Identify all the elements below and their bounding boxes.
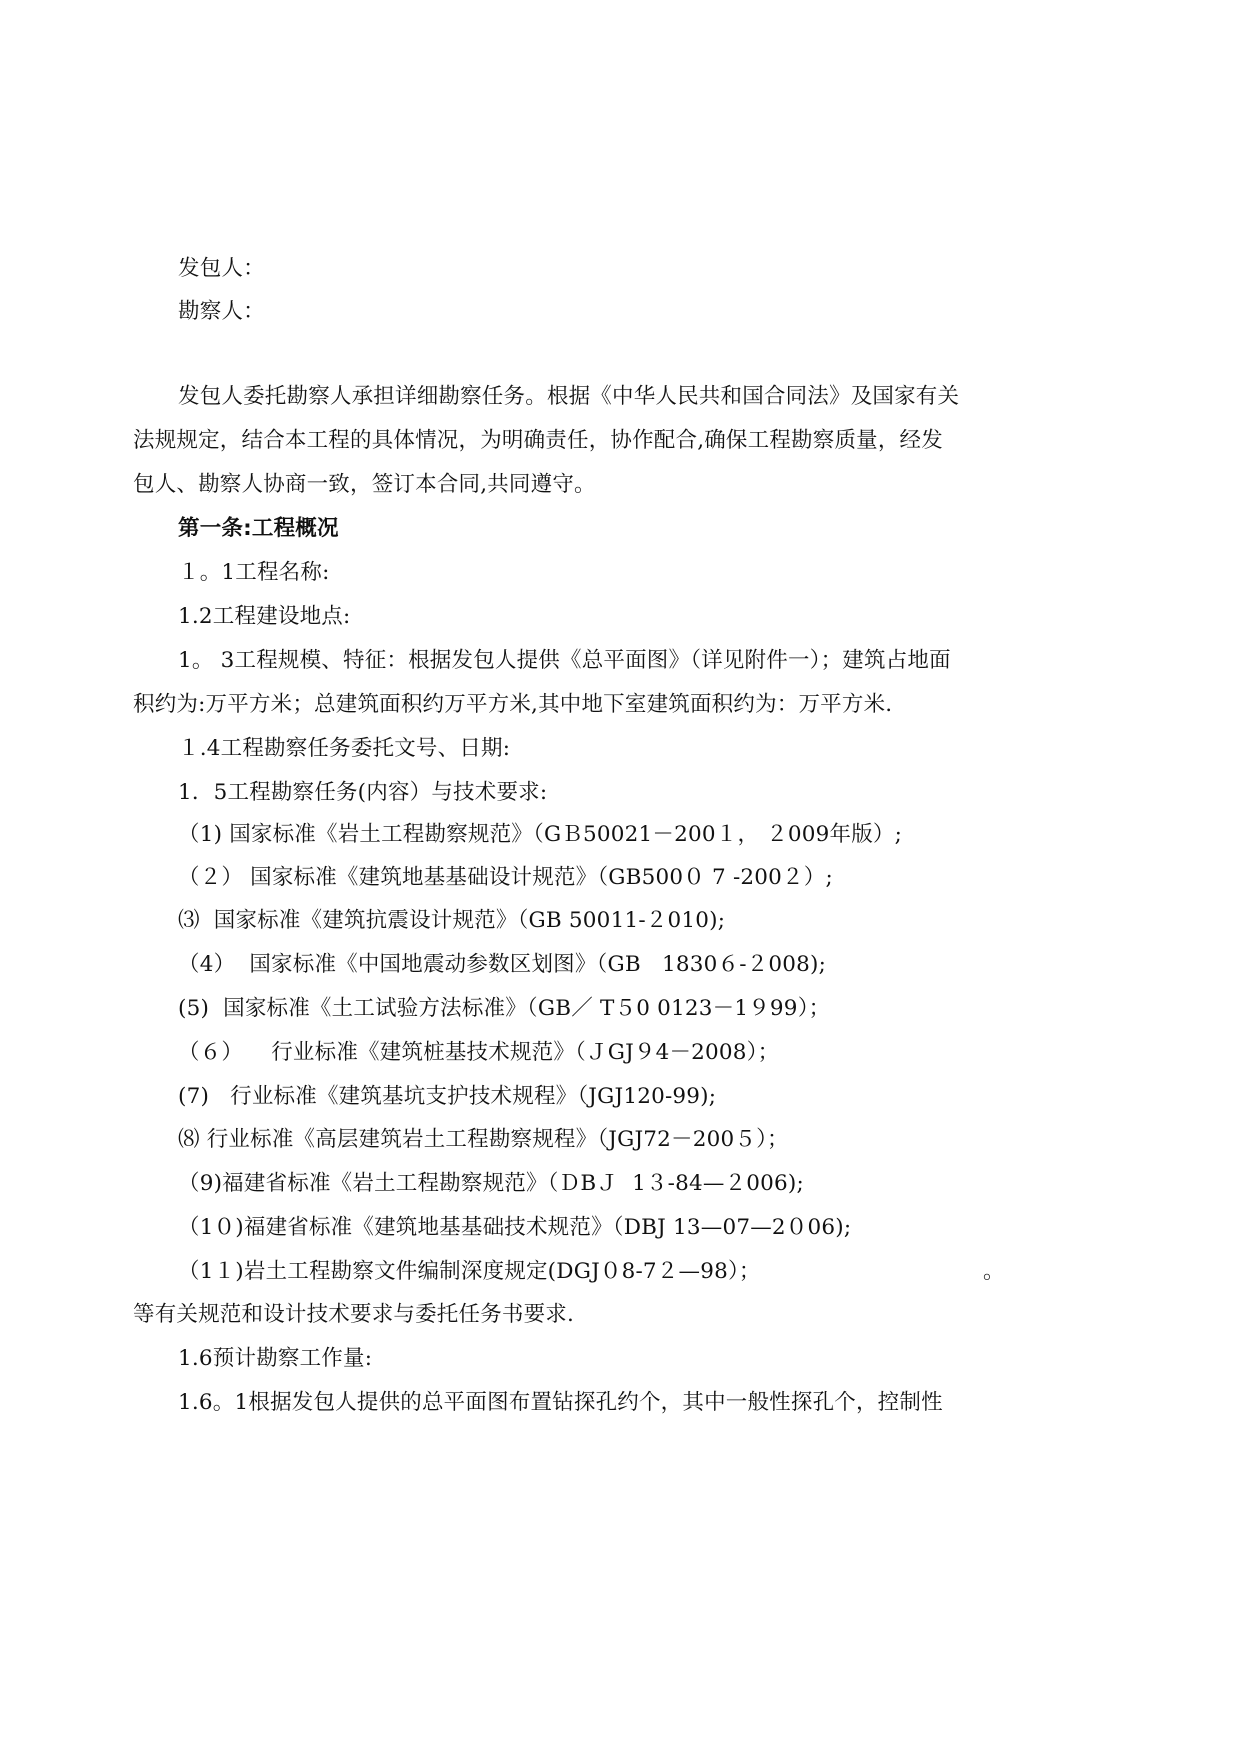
item-1-2: 1.2工程建设地点: <box>178 604 351 629</box>
surveyor-label: 勘察人： <box>178 299 265 324</box>
standard-item-1: （1) 国家标准《岩土工程勘察规范》（GＢ50021－200１， ２009年版）; <box>178 822 903 847</box>
trailing-period-mark: 。 <box>983 1259 1005 1284</box>
standard-item-3: ⑶ 国家标准《建筑抗震设计规范》（GB 50011-２010); <box>178 908 726 933</box>
item-1-3-line-1: 1。 3工程规模、特征：根据发包人提供《总平面图》（详见附件一）；建筑占地面 <box>178 648 951 673</box>
item-1-4: １.4工程勘察任务委托文号、日期: <box>178 736 511 761</box>
standard-item-10: （1０)福建省标准《建筑地基基础技术规范》（DBJ 13—07—2０06); <box>178 1215 852 1240</box>
item-1-6: 1.6预计勘察工作量: <box>178 1346 373 1371</box>
client-label: 发包人： <box>178 256 265 281</box>
standards-closing: 等有关规范和设计技术要求与委托任务书要求. <box>133 1302 575 1327</box>
standard-item-11: （1１)岩土工程勘察文件编制深度规定(DGJ０8-7２—98）； <box>178 1259 761 1284</box>
item-1-1: １。1工程名称: <box>178 560 330 585</box>
intro-line-2: 法规规定，结合本工程的具体情况，为明确责任，协作配合,确保工程勘察质量，经发 <box>133 428 943 453</box>
standard-item-6: （６） 行业标准《建筑桩基技术规范》（ＪGJ９4－2008）； <box>178 1040 780 1065</box>
item-1-3-line-2: 积约为:万平方米；总建筑面积约万平方米,其中地下室建筑面积约为：万平方米. <box>133 692 893 717</box>
standard-item-4: （4） 国家标准《中国地震动参数区划图》（GB 1830６-２008); <box>178 952 827 977</box>
standard-item-9: （9)福建省标准《岩土工程勘察规范》（ＤBＪ 1３-84—２006); <box>178 1171 804 1196</box>
intro-line-1: 发包人委托勘察人承担详细勘察任务。根据《中华人民共和国合同法》及国家有关 <box>178 384 960 409</box>
item-1-5: 1．5工程勘察任务(内容）与技术要求: <box>178 780 548 805</box>
article-1-heading: 第一条:工程概况 <box>178 516 339 541</box>
standard-item-8: ⑻ 行业标准《高层建筑岩土工程勘察规程》（JGJ72－200５）； <box>178 1127 789 1152</box>
item-1-6-1: 1.6。1根据发包人提供的总平面图布置钻探孔约个，其中一般性探孔个，控制性 <box>178 1390 943 1415</box>
standard-item-5: (5) 国家标准《土工试验方法标准》（GB／ T５0 0123－1９99）； <box>178 996 831 1021</box>
standard-item-7: (7) 行业标准《建筑基坑支护技术规程》（JGJ120-99); <box>178 1084 717 1109</box>
standard-item-2: （２） 国家标准《建筑地基基础设计规范》（GB500０ 7 -200２）; <box>178 865 833 890</box>
intro-line-3: 包人、勘察人协商一致，签订本合同,共同遵守。 <box>133 472 596 497</box>
